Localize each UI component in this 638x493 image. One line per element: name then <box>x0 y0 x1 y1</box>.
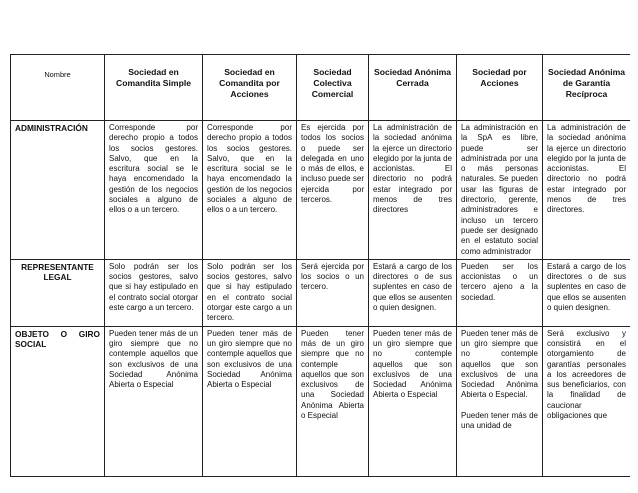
table-cell: Corresponde por derecho propio a todos los socios gestores. Salvo, que en la escritura social se le haya encomendado la gestión de los negocios sociales a alguno de ellos o a un tercero. <box>105 121 203 260</box>
comparison-table <box>10 54 630 477</box>
header-cell-comandita-simple: Sociedad en Comandita Simple <box>105 55 203 121</box>
table-cell: Corresponde por derecho propio a todos los socios gestores. Salvo, que en la escritura social se le haya encomendado la gestión de los negocios sociales a alguno de ellos o a un tercero. <box>203 121 297 260</box>
table-cell: La administración de la sociedad anónima la ejerce un directorio elegido por la junta de accionistas. El directorio no podrá estar integrado por menos de tres directores <box>369 121 457 260</box>
row-label-representante-legal: REPRESENTANTE LEGAL <box>11 259 105 326</box>
table-row <box>11 121 631 260</box>
table-cell: Pueden ser los accionistas o un tercero ajeno a la sociedad. <box>457 259 543 326</box>
header-cell-nombre: Nombre <box>11 55 105 121</box>
table-cell: Pueden tener más de un giro siempre que no contemple aquellos que son exclusivos de una Sociedad Anónima Abierta o Especial <box>203 326 297 476</box>
table-row <box>11 326 631 476</box>
table-cell: Solo podrán ser los socios gestores, salvo que si hay estipulado en el contrato social otorgar este cargo a un tercero. <box>203 259 297 326</box>
header-cell-anonima-cerrada: Sociedad Anónima Cerrada <box>369 55 457 121</box>
table-cell: Estará a cargo de los directores o de sus suplentes en caso de que ellos se ausenten o quien designen. <box>369 259 457 326</box>
table-cell <box>457 326 543 476</box>
row-label-administracion: ADMINISTRACIÓN <box>11 121 105 260</box>
table-cell: Pueden tener más de un giro siempre que no contemple aquellos que son exclusivos de una Sociedad Anónima Abierta o Especial <box>297 326 369 476</box>
table-cell: La administración en la SpA es libre, puede ser administrada por una o más personas naturales. Se pueden usar las figuras de directorio, gerente, administradores e incluso un tercero puede ser designado en el estatuto social como administrador <box>457 121 543 260</box>
table-row <box>11 259 631 326</box>
table-cell: Será exclusivo y consistirá en el otorgamiento de garantías personales a los acreedores de sus beneficiarios, con la finalidad de caucionar obligaciones que <box>543 326 631 476</box>
header-cell-garantia-reciproca: Sociedad Anónima de Garantía Recíproca <box>543 55 631 121</box>
header-cell-colectiva-comercial: Sociedad Colectiva Comercial <box>297 55 369 121</box>
cell-paragraph: Pueden tener más de una unidad de <box>461 410 538 431</box>
document-page <box>10 54 630 493</box>
header-cell-por-acciones: Sociedad por Acciones <box>457 55 543 121</box>
header-cell-comandita-acciones: Sociedad en Comandita por Acciones <box>203 55 297 121</box>
table-cell: Pueden tener más de un giro siempre que no contemple aquellos que son exclusivos de una Sociedad Anónima Abierta o Especial <box>105 326 203 476</box>
table-cell: Es ejercida por todos los socios o puede ser delegada en uno o más de ellos, e incluso puede ser ejercida por terceros. <box>297 121 369 260</box>
header-row <box>11 55 631 121</box>
row-label-objeto-giro-social: OBJETO O GIRO SOCIAL <box>11 326 105 476</box>
cell-paragraph: Pueden tener más de un giro siempre que no contemple aquellos que son exclusivos de una Sociedad Anónima Abierta o Especial. <box>461 328 538 400</box>
table-cell: Será ejercida por los socios o un tercero. <box>297 259 369 326</box>
table-cell: Solo podrán ser los socios gestores, salvo que si hay estipulado en el contrato social otorgar este cargo a un tercero. <box>105 259 203 326</box>
table-cell: La administración de la sociedad anónima la ejerce un directorio elegido por la junta de accionistas. El directorio no podrá estar integrado por menos de tres directores. <box>543 121 631 260</box>
table-cell: Pueden tener más de un giro siempre que no contemple aquellos que son exclusivos de una Sociedad Anónima Abierta o Especial <box>369 326 457 476</box>
table-cell: Estará a cargo de los directores o de sus suplentes en caso de que ellos se ausenten o quien designen. <box>543 259 631 326</box>
